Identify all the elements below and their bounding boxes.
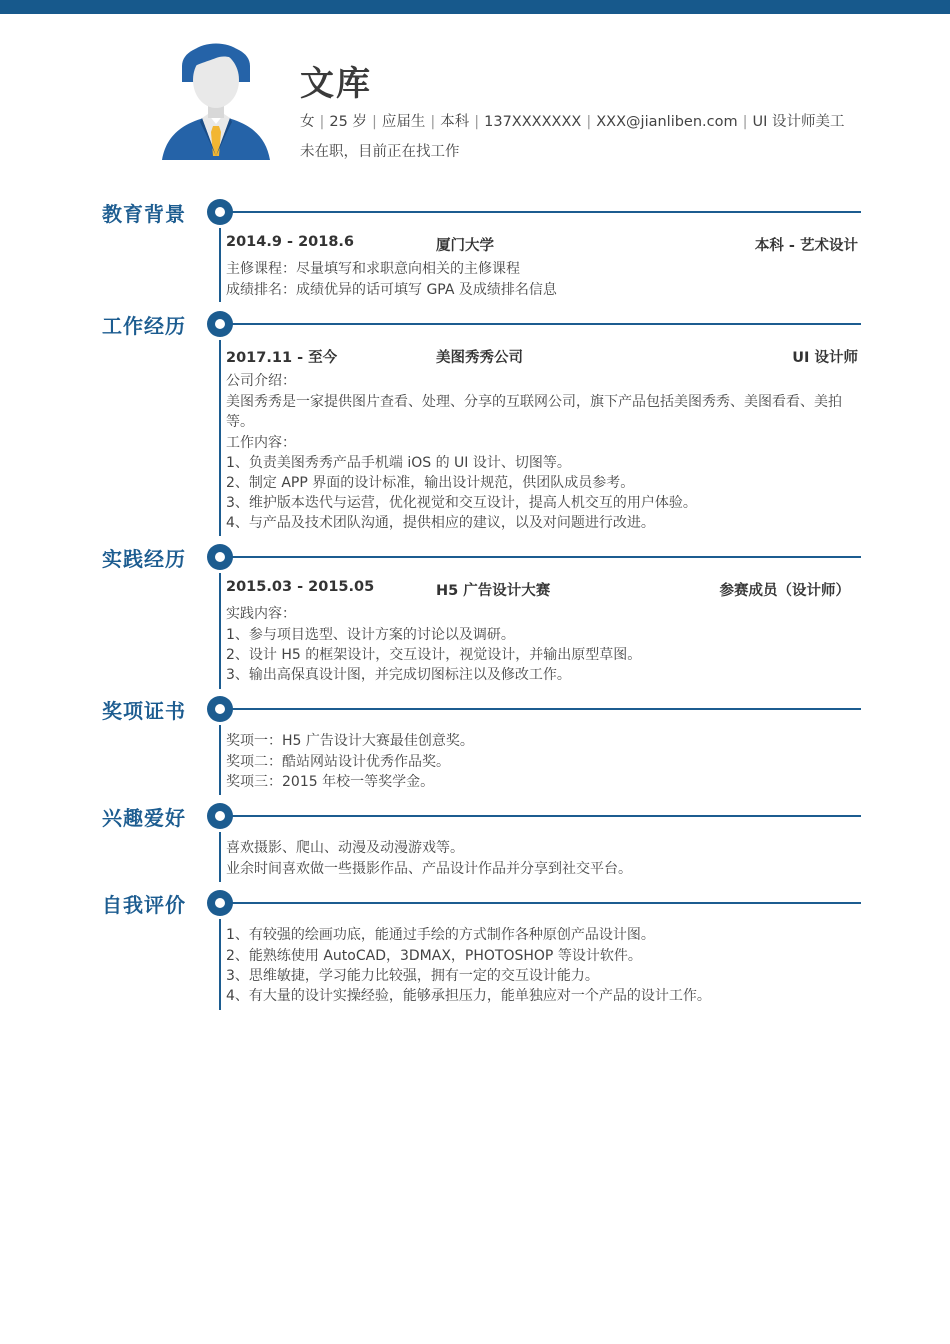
section-dot-icon [207,311,233,337]
timeline-line [219,573,221,689]
list-item: 2、设计 H5 的框架设计，交互设计，视觉设计，并输出原型草图。 [226,647,642,663]
education-level: 本科 [440,114,470,130]
school-name: 厦门大学 [436,238,494,254]
list-item: 喜欢摄影、爬山、动漫及动漫游戏等。 [226,840,464,856]
section-dot-icon [207,890,233,916]
timeline-line [219,832,221,882]
list-item: 2、制定 APP 界面的设计标准，输出设计规范，供团队成员参考。 [226,475,635,491]
section-dot-icon [207,544,233,570]
list-item: 3、思维敏捷，学习能力比较强，拥有一定的交互设计能力。 [226,968,599,984]
timeline-line [219,725,221,795]
job-position: UI 设计师 [792,350,858,366]
section-dot-icon [207,696,233,722]
phone: 137XXXXXXX [484,114,582,130]
practice-content-label: 实践内容： [226,606,296,622]
timeline-line [219,919,221,1010]
education-courses: 主修课程：尽量填写和求职意向相关的主修课程 [226,261,520,277]
list-item: 业余时间喜欢做一些摄影作品、产品设计作品并分享到社交平台。 [226,861,632,877]
section-divider [232,815,861,817]
practice-role: 参赛成员（设计师） [719,583,850,599]
email: XXX@jianliben.com [596,114,738,130]
list-item: 1、负责美图秀秀产品手机端 iOS 的 UI 设计、切图等。 [226,455,571,471]
section-divider [232,323,861,325]
avatar [160,28,272,160]
list-item: 奖项二：酷站网站设计优秀作品奖。 [226,754,450,770]
education-row [226,234,858,254]
list-item: 1、参与项目选型、设计方案的讨论以及调研。 [226,627,515,643]
work-date: 2017.11 - 至今 [226,350,338,366]
list-item: 4、有大量的设计实操经验，能够承担压力，能单独应对一个产品的设计工作。 [226,988,711,1004]
age: 25 岁 [329,114,367,130]
section-title-practice: 实践经历 [102,547,186,571]
section-title-work: 工作经历 [102,314,186,338]
list-item: 4、与产品及技术团队沟通，提供相应的建议，以及对问题进行改进。 [226,515,655,531]
job-intention: UI 设计师美工 [752,114,845,130]
avatar-illustration-icon [160,28,272,160]
list-item: 奖项一：H5 广告设计大赛最佳创意奖。 [226,733,474,749]
job-status: 未在职，目前正在找工作 [300,144,460,160]
section-divider [232,211,861,213]
section-title-hobbies: 兴趣爱好 [102,806,186,830]
list-item: 3、输出高保真设计图，并完成切图标注以及修改工作。 [226,667,571,683]
company-intro: 美图秀秀是一家提供图片查看、处理、分享的互联网公司，旗下产品包括美图秀秀、美图看看、美拍等。 [226,394,842,430]
gender: 女 [300,114,315,130]
section-dot-icon [207,803,233,829]
timeline-line [219,340,221,536]
work-row [226,346,858,366]
section-dot-icon [207,199,233,225]
status: 应届生 [381,114,426,130]
list-item: 3、维护版本迭代与运营，优化视觉和交互设计，提高人机交互的用户体验。 [226,495,697,511]
section-title-awards: 奖项证书 [102,699,186,723]
top-accent-bar [0,0,950,14]
candidate-name: 文库 [300,64,372,104]
company-name: 美图秀秀公司 [436,350,523,366]
practice-date: 2015.03 - 2015.05 [226,579,375,595]
section-divider [232,556,861,558]
list-item: 奖项三：2015 年校一等奖学金。 [226,774,435,790]
list-item: 1、有较强的绘画功底，能通过手绘的方式制作各种原创产品设计图。 [226,927,655,943]
section-divider [232,902,861,904]
work-content-label: 工作内容： [226,435,296,451]
section-title-education: 教育背景 [102,202,186,226]
event-name: H5 广告设计大赛 [436,583,551,599]
company-intro-label: 公司介绍： [226,373,296,389]
section-title-self-evaluation: 自我评价 [102,893,186,917]
education-ranking: 成绩排名：成绩优异的话可填写 GPA 及成绩排名信息 [226,282,557,298]
list-item: 2、能熟练使用 AutoCAD，3DMAX，PHOTOSHOP 等设计软件。 [226,948,642,964]
basic-info-line: 女 | 25 岁 | 应届生 | 本科 | 137XXXXXXX | XXX@jianliben.com | UI 设计师美工 [300,114,845,130]
degree: 本科 - 艺术设计 [754,238,858,254]
timeline-line [219,228,221,302]
section-divider [232,708,861,710]
education-date: 2014.9 - 2018.6 [226,234,355,250]
practice-row [226,579,858,599]
